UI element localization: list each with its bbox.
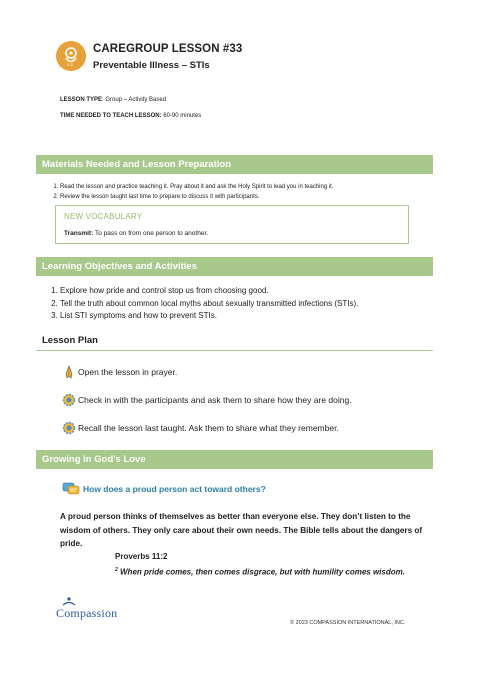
lesson-subtitle: Preventable Illness – STIs <box>93 60 210 71</box>
speech-bubbles-icon <box>62 482 80 496</box>
lesson-paragraph: A proud person thinks of themselves as better than everyone else. They don’t listen to the wisdom of others. They only care about their own needs. The Bible tells about the dangers of pride. <box>60 512 423 548</box>
materials-heading: Materials Needed and Lesson Preparation <box>36 155 433 174</box>
vocabulary-entry <box>64 230 208 237</box>
lesson-title: CAREGROUP LESSON #33 <box>93 43 243 55</box>
list-item: 2. Review the lesson taught last time to prepare to discuss it with participants. <box>60 192 440 202</box>
time-needed <box>60 113 201 119</box>
objectives-heading: Learning Objectives and Activities <box>36 257 433 276</box>
verse-body: When pride comes, then comes disgrace, but with humility comes wisdom. <box>117 567 405 577</box>
materials-list <box>44 182 440 202</box>
lesson-plan-heading: Lesson Plan <box>36 331 433 351</box>
verse-text <box>115 567 405 577</box>
plan-item-text: Check in with the participants and ask them to share how they are doing. <box>78 395 352 405</box>
verse-reference: Proverbs 11:2 <box>115 552 168 561</box>
praying-hands-icon <box>62 365 76 379</box>
vocabulary-definition: To pass on from one person to another. <box>93 230 209 237</box>
gear-people-icon <box>62 393 76 407</box>
lesson-type <box>60 97 166 103</box>
vocabulary-title: NEW VOCABULARY <box>64 212 143 221</box>
list-item: 3. List STI symptoms and how to prevent STIs. <box>60 310 440 323</box>
vocabulary-box <box>55 205 409 244</box>
list-item: 2. Tell the truth about common local myths about sexually transmitted infections (STIs). <box>60 298 440 311</box>
plan-item-text: Recall the lesson last taught. Ask them to share what they remember. <box>78 423 339 433</box>
gear-people-icon <box>62 421 76 435</box>
growing-heading: Growing in God’s Love <box>36 450 433 469</box>
verse-number: 2 <box>115 567 118 573</box>
question-text: How does a proud person act toward others? <box>83 484 266 494</box>
plan-item-recall <box>62 419 339 437</box>
list-item: 1. Read the lesson and practice teaching it. Pray about it and ask the Holy Spirit to lead you in teaching it. <box>60 182 440 192</box>
compassion-logo: Compassion <box>56 606 118 620</box>
time-label: TIME NEEDED TO TEACH LESSON: <box>60 113 162 119</box>
plan-item-check-in <box>62 391 352 409</box>
lesson-type-label: LESSON TYPE <box>60 97 103 103</box>
discussion-question <box>62 482 266 496</box>
objectives-list <box>44 285 440 323</box>
copyright-notice: © 2023 COMPASSION INTERNATIONAL, INC. <box>290 620 406 626</box>
caregroup-logo <box>56 41 86 71</box>
plan-item-text: Open the lesson in prayer. <box>78 367 178 377</box>
time-value: 60-90 minutes <box>161 113 202 119</box>
vocabulary-term: Transmit: <box>64 230 94 237</box>
logo-caption: 0-5 <box>67 62 73 67</box>
lesson-type-value: : Group – Activity Based <box>102 97 167 103</box>
list-item: 1. Explore how pride and control stop us from choosing good. <box>60 285 440 298</box>
plan-item-prayer <box>62 363 177 381</box>
